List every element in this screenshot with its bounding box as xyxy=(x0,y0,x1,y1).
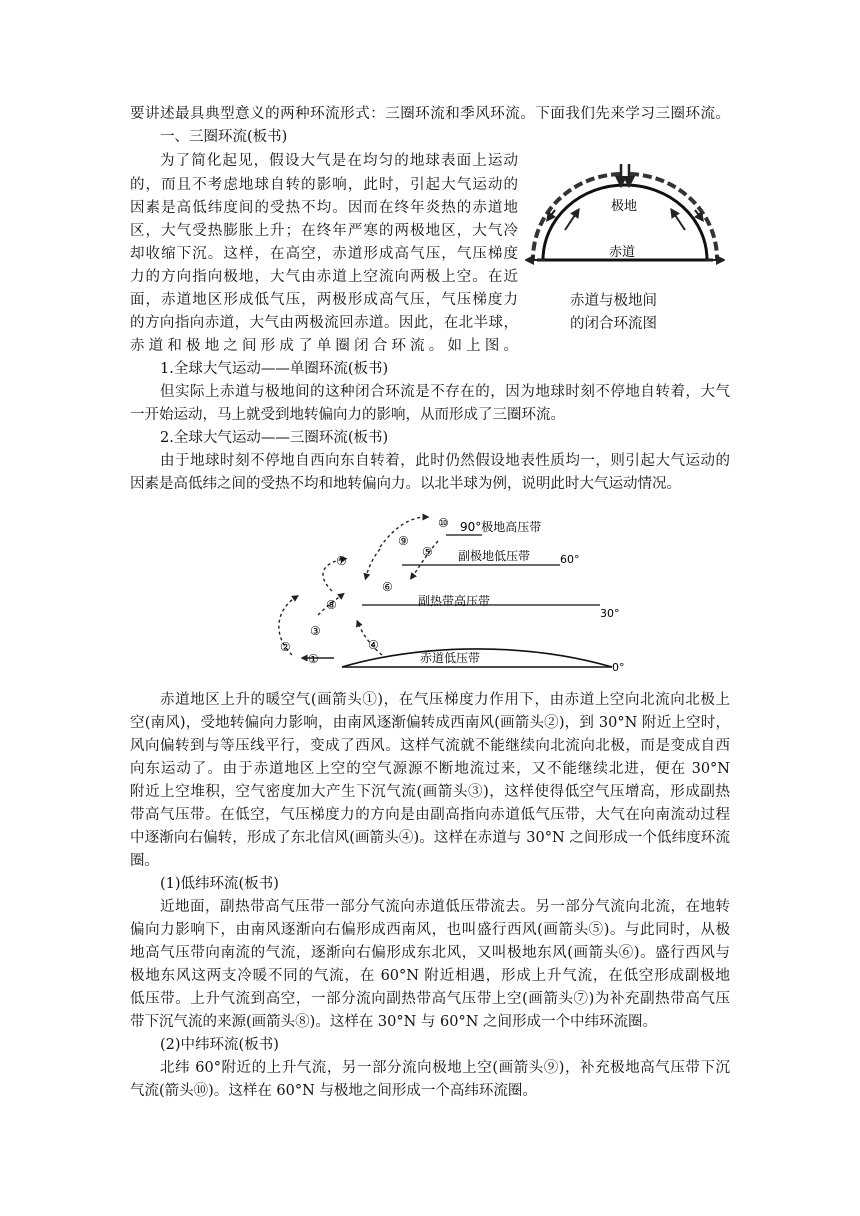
section-heading: 1.全球大气运动——单圈环流(板书) xyxy=(160,361,389,377)
marker-6: ⑥ xyxy=(382,580,393,594)
equatorial-low-label: 赤道低压带 xyxy=(420,651,481,665)
text-line: 但实际上赤道与极地间的这种闭合环流是不存在的，因为地球时刻不停地自转着，大气 xyxy=(160,384,730,400)
figure-caption: 的闭合环流图 xyxy=(570,316,657,332)
text-line: 力的方向指向极地，大气由赤道上空流向两极上空。在近 xyxy=(130,269,518,285)
text-line: 北纬 60°附近的上升气流，另一部分流向极地上空(画箭头⑨)，补充极地高气压带下沉 xyxy=(160,1060,730,1076)
equator-label: 赤道 xyxy=(609,245,636,260)
text-line: 低压带。上升气流到高空，一部分流向副热带高气压带上空(画箭头⑦)为补充副热带高气压 xyxy=(130,991,730,1007)
text-line: 赤道地区上升的暖空气(画箭头①)，在气压梯度力作用下，由赤道上空向北流向北极上 xyxy=(160,692,730,708)
text-line: 中逐渐向右偏转，形成了东北信风(画箭头④)。这样在赤道与 30°N 之间形成一个低纬度环流 xyxy=(130,830,730,846)
subtropical-high-label: 副热带高压带 xyxy=(418,594,491,608)
three-cell-circulation-figure xyxy=(262,505,632,675)
marker-8: ⑧ xyxy=(326,598,337,612)
text-line: 圈。 xyxy=(130,853,159,869)
text-line: 一开始运动，马上就受到地转偏向力的影响，从而形成了三圈环流。 xyxy=(130,407,565,423)
polar-high-label: 90°极地高压带 xyxy=(460,520,542,534)
text-line: 地高气压带向南流的气流，逐渐向右偏形成东北风，又叫极地东风(画箭头⑥)。盛行西风与 xyxy=(130,945,730,961)
text-line: 的方向指向赤道，大气由两极流回赤道。因此，在北半球， xyxy=(130,315,518,331)
text-line: 由于地球时刻不停地自西向东自转着，此时仍然假设地表性质均一，则引起大气运动的 xyxy=(160,453,730,469)
lat-60-label: 60° xyxy=(560,553,580,566)
text-line: 空(南风)，受地转偏向力影响，由南风逐渐偏转成西南风(画箭头②)，到 30°N 附近上空时， xyxy=(130,715,730,731)
text-line: 因素是高低纬之间的受热不均和地转偏向力。以北半球为例，说明此时大气运动情况。 xyxy=(130,476,681,492)
text-line: 区，大气受热膨胀上升；在终年严寒的两极地区，大气冷 xyxy=(130,223,518,239)
marker-5: ⑤ xyxy=(422,545,433,559)
text-line: 的，而且不考虑地球自转的影响，此时，引起大气运动的 xyxy=(130,177,518,193)
text-line: 赤道和极地之间形成了单圈闭合环流。如上图。 xyxy=(130,338,518,354)
marker-2: ② xyxy=(280,640,291,654)
text-line: 极地东风这两支冷暖不同的气流，在 60°N 附近相遇，形成上升气流，在低空形成副极地 xyxy=(130,968,730,984)
lat-30-label: 30° xyxy=(600,607,620,620)
lat-0-label: 0° xyxy=(612,661,625,674)
marker-10: ⑩ xyxy=(438,516,449,530)
text-line: 带下沉气流的来源(画箭头⑧)。这样在 30°N 与 60°N 之间形成一个中纬环流圈。 xyxy=(130,1014,658,1030)
marker-7: ⑦ xyxy=(336,554,347,568)
text-line: 附近上空堆积，空气密度加大产生下沉气流(画箭头③)，这样使得低空气压增高，形成副热 xyxy=(130,784,730,800)
marker-9: ⑨ xyxy=(398,534,409,548)
subpolar-low-label: 副极地低压带 xyxy=(458,549,531,563)
marker-4: ④ xyxy=(368,638,379,652)
section-heading: 一、三圈环流(板书) xyxy=(160,129,288,145)
section-heading: 2.全球大气运动——三圈环流(板书) xyxy=(160,430,389,446)
single-cell-circulation-figure xyxy=(525,160,725,270)
text-line: 风向偏转到与等压线平行，变成了西风。这样气流就不能继续向北流向北极，而是变成自西 xyxy=(130,738,730,754)
marker-1: ① xyxy=(308,652,319,666)
polar-label: 极地 xyxy=(611,199,638,214)
text-line: 偏向力影响下，由南风逐渐向右偏形成西南风，也叫盛行西风(画箭头⑤)。与此同时，从极 xyxy=(130,922,730,938)
marker-3: ③ xyxy=(310,624,321,638)
figure-caption: 赤道与极地间 xyxy=(570,293,657,309)
text-line: 因素是高低纬度间的受热不均。因而在终年炎热的赤道地 xyxy=(130,200,518,216)
text-line: 向东运动了。由于赤道地区上空的空气源源不断地流过来，又不能继续北进，便在 30°N xyxy=(130,761,730,777)
section-heading: (1)低纬环流(板书) xyxy=(160,876,279,892)
text-line: 气流(箭头⑩)。这样在 60°N 与极地之间形成一个高纬环流圈。 xyxy=(130,1083,537,1099)
text-line: 要讲述最具典型意义的两种环流形式：三圈环流和季风环流。下面我们先来学习三圈环流。 xyxy=(130,106,730,122)
text-line: 为了简化起见，假设大气是在均匀的地球表面上运动 xyxy=(160,153,518,169)
section-heading: (2)中纬环流(板书) xyxy=(160,1037,279,1053)
text-line: 面，赤道地区形成低气压，两极形成高气压，气压梯度力 xyxy=(130,292,518,308)
text-line: 带高气压带。在低空，气压梯度力的方向是由副高指向赤道低气压带，大气在向南流动过程 xyxy=(130,807,730,823)
text-line: 近地面，副热带高气压带一部分气流向赤道低压带流去。另一部分气流向北流，在地转 xyxy=(160,899,730,915)
text-line: 却收缩下沉。这样，在高空，赤道形成高气压，气压梯度 xyxy=(130,246,518,262)
